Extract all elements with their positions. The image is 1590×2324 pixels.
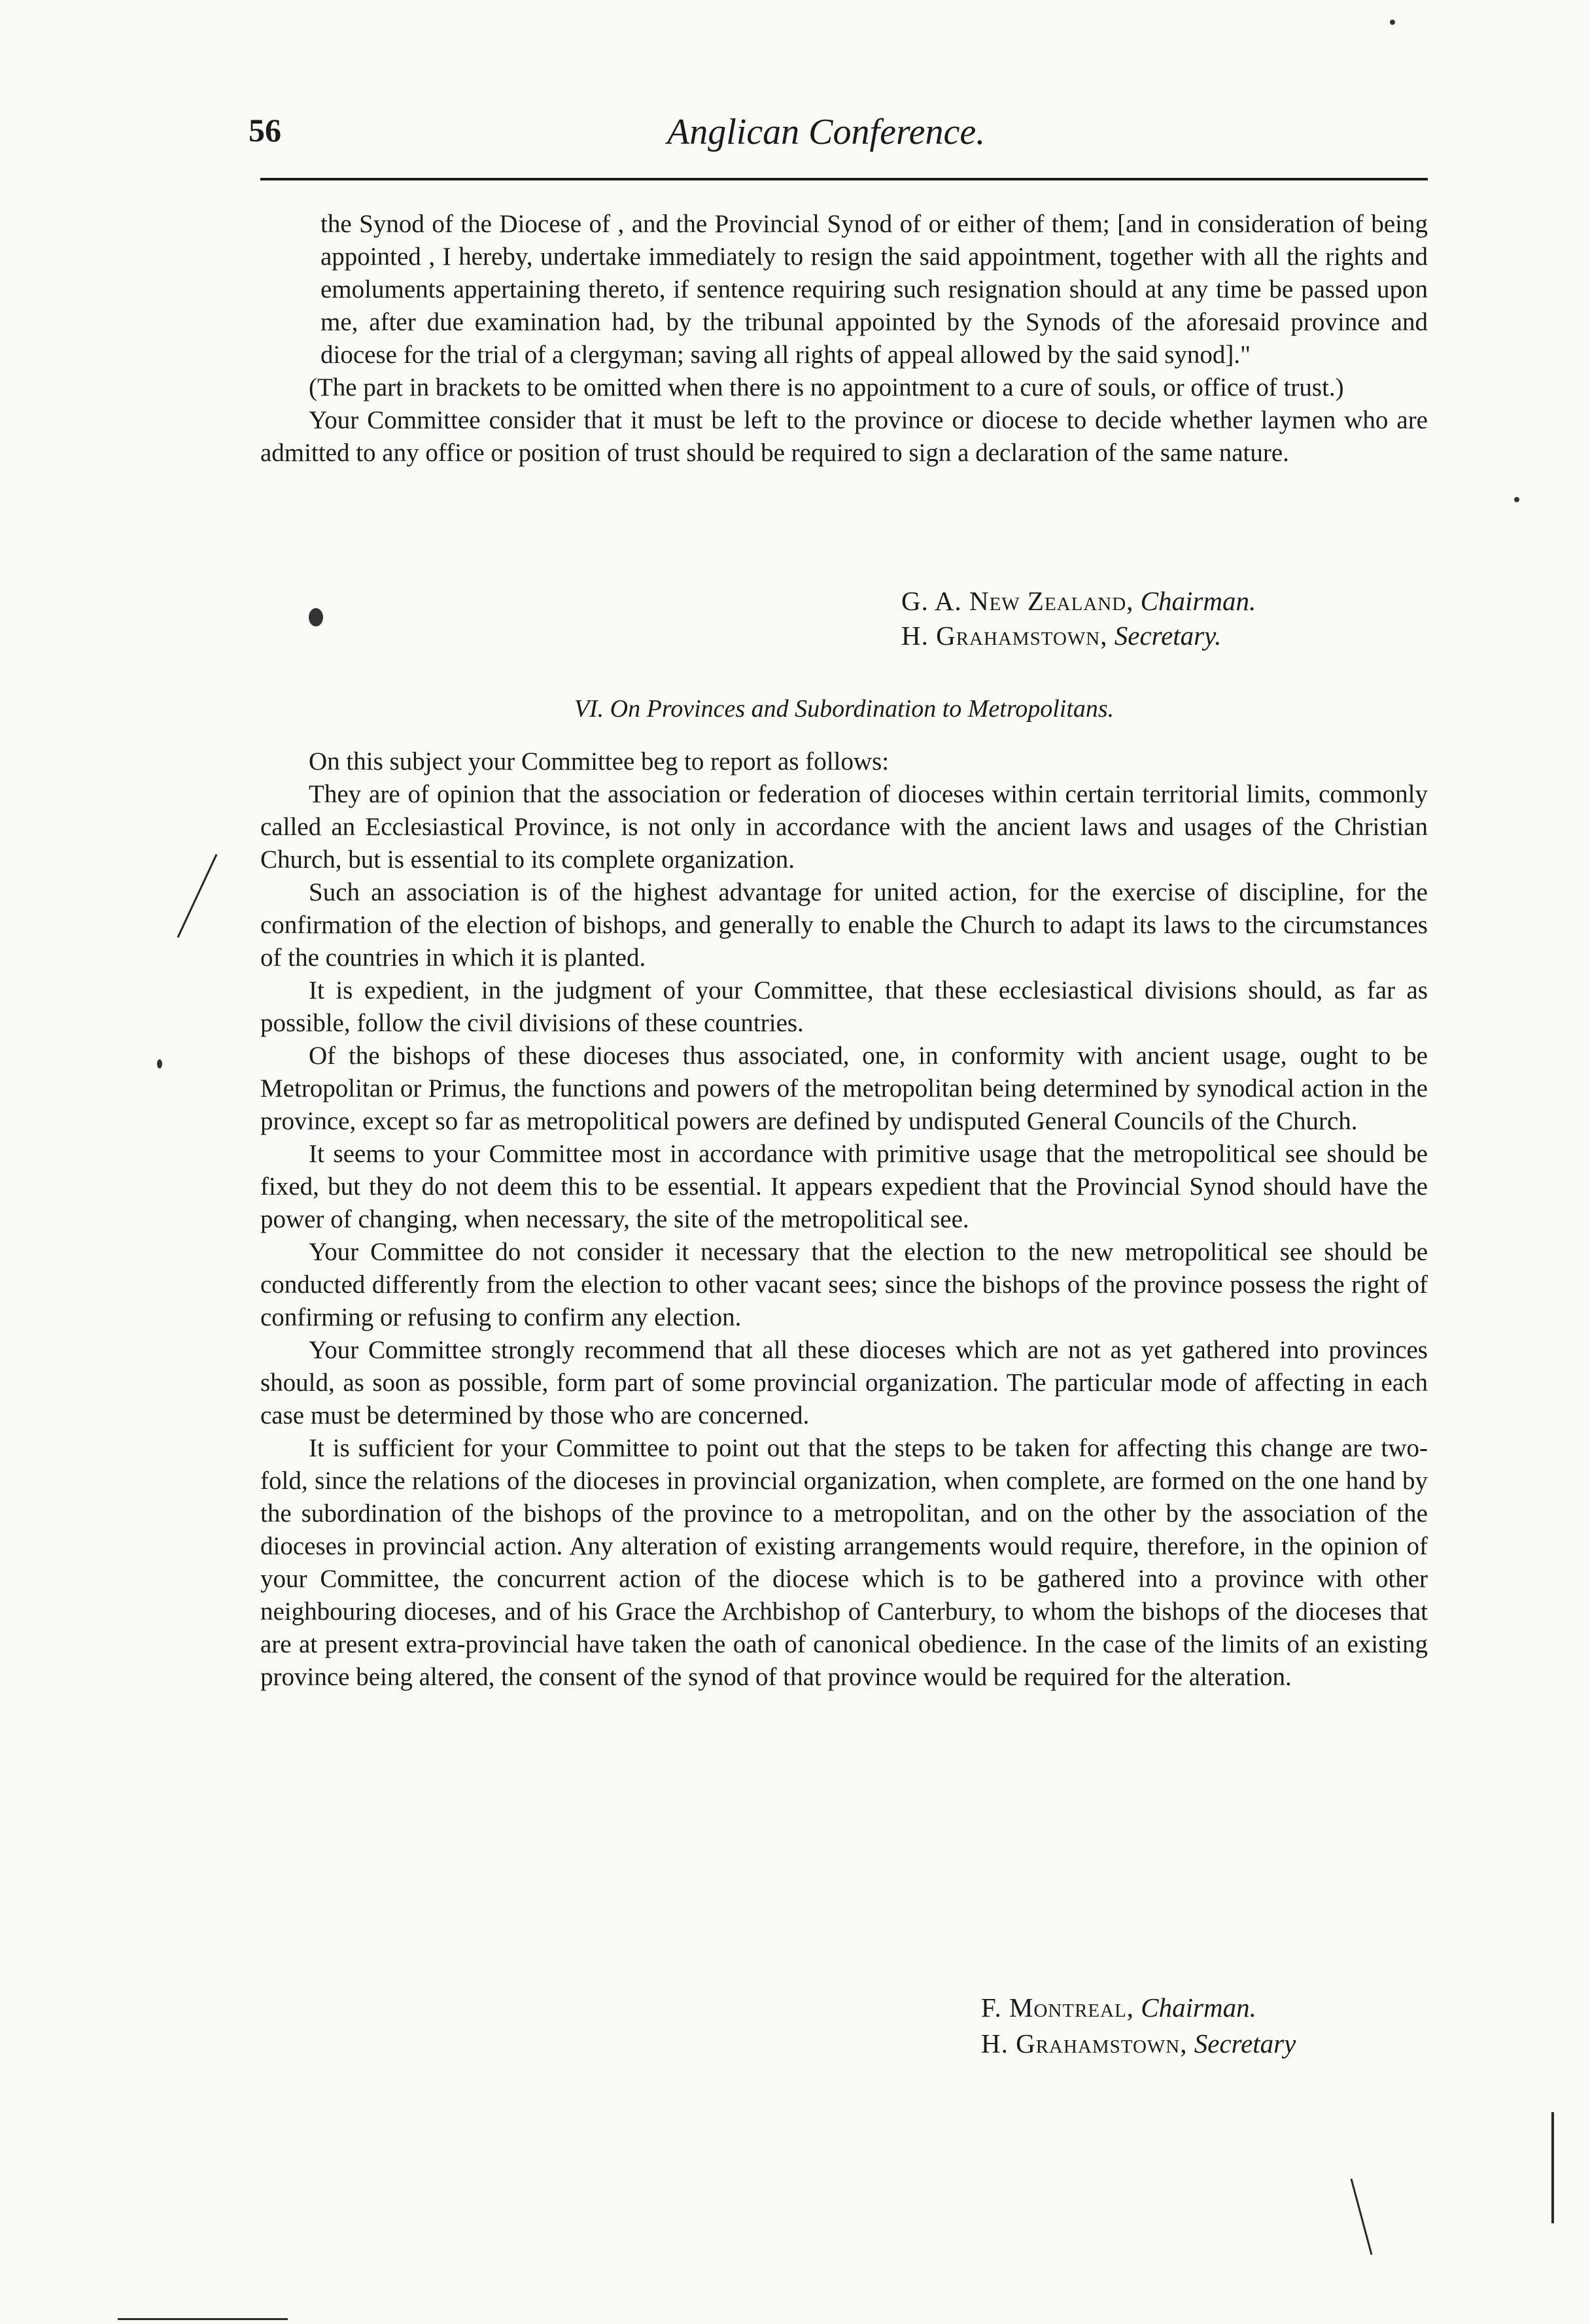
paragraph: It is expedient, in the judgment of your Committee, that these ecclesiastical divisions should, as far as possible, follow the civil divisions of these countries. — [260, 976, 1428, 1037]
scan-artifact-speck — [1390, 20, 1395, 25]
signature-chairman-1 — [901, 584, 1256, 618]
paragraph: It is sufficient for your Committee to point out that the steps to be taken for affecting this change are two-fold, since the relations of the dioceses in provincial organization, when complete, are formed on the one hand by the subordination of the bishops of the province to a metropolitan, and on the other by the association of the dioceses in provincial action. Any alteration of existing arrangements would require, therefore, in the opinion of your Committee, the concurrent action of the diocese which is to be gathered into a province with other neighbouring dioceses, and of his Grace the Archbishop of Canterbury, to whom the bishops of the dioceses that are at present extra-provincial have taken the oath of canonical obedience. In the case of the limits of an existing province being altered, the consent of the synod of that province would be required for the alteration. — [260, 1434, 1428, 1691]
signature-secretary-2 — [981, 2026, 1296, 2060]
running-head — [249, 111, 1426, 157]
scan-artifact-stroke — [177, 854, 218, 938]
paragraph: Such an association is of the highest advantage for united action, for the exercise of discipline, for the confirmation of the election of bishops, and generally to enable the Church to adapt its laws to the circumstances of the countries in which it is planted. — [260, 878, 1428, 972]
page-number: 56 — [249, 112, 281, 148]
scan-artifact-stroke — [1351, 2179, 1373, 2255]
header-rule — [260, 178, 1428, 180]
paragraph: On this subject your Committee beg to report as follows: — [309, 747, 890, 776]
secretary-name: H. Grahamstown, — [981, 2028, 1188, 2059]
signature-chairman-2 — [981, 1991, 1256, 2025]
chairman-name: G. A. New Zealand, — [901, 586, 1134, 616]
chairman-title: Chairman. — [1141, 1992, 1256, 2023]
declaration-block — [260, 208, 1428, 470]
paragraph: They are of opinion that the association or federation of dioceses within certain territorial limits, commonly called an Ecclesiastical Province, is not only in accordance with the ancient laws and usages of the Christian Church, but is essential to its complete organization. — [260, 780, 1428, 874]
chairman-name: F. Montreal, — [981, 1992, 1135, 2023]
section-body — [260, 745, 1428, 1694]
chairman-title: Chairman. — [1140, 586, 1256, 616]
bracket-note: (The part in brackets to be omitted when there is no appointment to a cure of souls, or office of trust.) — [309, 373, 1344, 402]
paragraph: Your Committee strongly recommend that all these dioceses which are not as yet gathered into provinces should, as soon as possible, form part of some provincial organization. The particular mode of affecting in each case must be determined by those who are concerned. — [260, 1336, 1428, 1429]
paragraph: Of the bishops of these dioceses thus associated, one, in conformity with ancient usage, ought to be Metropolitan or Primus, the functions and powers of the metropolitan being determined by synodical action in the province, except so far as metropolitical powers are defined by undisputed General Councils of the Church. — [260, 1042, 1428, 1135]
secretary-title: Secretary. — [1114, 621, 1222, 651]
scan-artifact-speck — [157, 1059, 162, 1068]
laymen-paragraph: Your Committee consider that it must be left to the province or diocese to decide whether laymen who are admitted to any office or position of trust should be required to sign a declaration of the same nature. — [260, 406, 1428, 467]
scan-artifact-stroke — [1551, 2112, 1554, 2223]
paragraph: Your Committee do not consider it necessary that the election to the new metropolitical see should be conducted differently from the election to other vacant sees; since the bishops of the province possess the right of confirming or refusing to confirm any election. — [260, 1238, 1428, 1331]
section-heading: VI. On Provinces and Subordination to Metropolitans. — [574, 695, 1115, 723]
scan-artifact-speck — [1514, 497, 1519, 502]
declaration-quote: the Synod of the Diocese of , and the Provincial Synod of or either of them; [and in consideration of being appointed , I hereby, undertake immediately to resign the said appointment, together with all the rights and emoluments appertaining thereto, if sentence requiring such resignation should at any time be passed upon me, after due examination had, by the tribunal appointed by the Synods of the aforesaid province and diocese for the trial of a clergyman; saving all rights of appeal allowed by the said synod]." — [320, 210, 1428, 369]
running-title: Anglican Conference. — [667, 112, 986, 152]
signature-secretary-1 — [901, 619, 1221, 653]
scan-artifact-speck — [309, 608, 323, 626]
paragraph: It seems to your Committee most in accordance with primitive usage that the metropolitical see should be fixed, but they do not deem this to be essential. It appears expedient that the Provincial Synod should have the power of changing, when necessary, the site of the metropolitical see. — [260, 1140, 1428, 1233]
secretary-name: H. Grahamstown, — [901, 621, 1108, 651]
scan-artifact-stroke — [118, 2318, 288, 2320]
secretary-title: Secretary — [1194, 2028, 1296, 2059]
